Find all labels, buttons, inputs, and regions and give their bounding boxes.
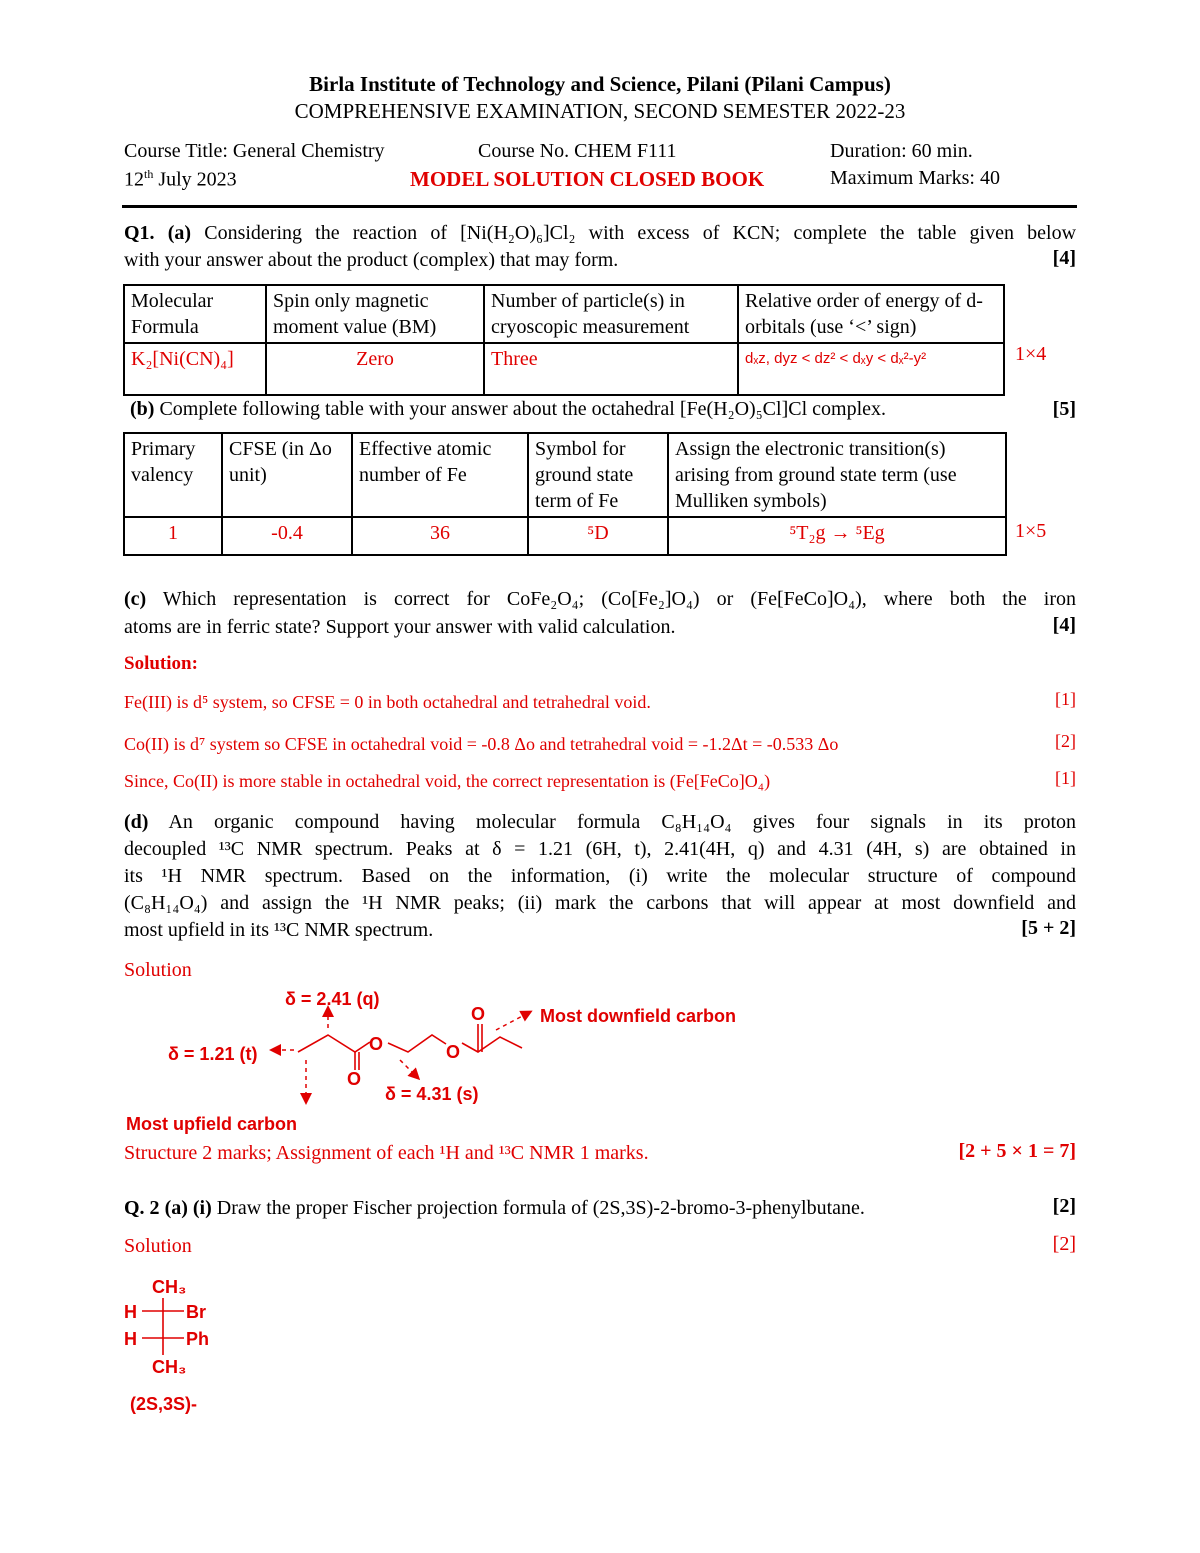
exam-date: 12th July 2023 [124, 167, 237, 191]
q1a-answer-orbitals: dₓz, dyz < dz² < dₓy < dₓ²-y² [738, 343, 1004, 395]
q1c-solution-2-marks: [2] [1055, 731, 1076, 751]
q1d-line1: (d) An organic compound having molecular formula C₈H₁₄O₄ gives four signals in its proton [124, 811, 1076, 833]
q1d-line2: decoupled ¹³C NMR spectrum. Peaks at δ = 1.21 (6H, t), 2.41(4H, q) and 4.31 (4H, s) are obtained in [124, 838, 1076, 860]
q1a-line1: Q1. (a) Considering the reaction of [Ni(H₂O)₆]Cl₂ with excess of KCN; complete the table given below [124, 222, 1077, 244]
fischer-bottom-methyl: CH₃ [152, 1357, 187, 1377]
q1b-answer-valency: 1 [124, 517, 222, 555]
q2a-solution-label: Solution [124, 1235, 192, 1257]
q1b-marks: [5] [1052, 398, 1076, 420]
fischer-projection [100, 1265, 300, 1425]
q1a-side-marks: 1×4 [1015, 343, 1047, 365]
q1a-answer-formula: K₂[Ni(CN)₄] [124, 343, 266, 395]
q1c-solution-1: Fe(III) is d⁵ system, so CFSE = 0 in both octahedral and tetrahedral void. [124, 692, 651, 712]
peak-label-s: δ = 4.31 (s) [385, 1084, 479, 1104]
q1b-header-term: Symbol for ground state term of Fe [528, 433, 668, 517]
q1a-line2: with your answer about the product (complex) that may form. [124, 249, 619, 271]
q1a-header-formula: Molecular Formula [124, 285, 266, 343]
exam-title: COMPREHENSIVE EXAMINATION, SECOND SEMESTER 2022-23 [294, 99, 906, 123]
q1d-scheme-marks: [2 + 5 × 1 = 7] [958, 1140, 1076, 1162]
ester-oxygen-1: O [369, 1034, 384, 1054]
fischer-bromo: Br [186, 1302, 207, 1322]
q1b-header-transition: Assign the electronic transition(s) arising from ground state term (use Mulliken symbols) [668, 433, 1006, 517]
upfield-label: Most upfield carbon [126, 1114, 297, 1134]
course-title: Course Title: General Chemistry [124, 140, 385, 162]
q2a-solution-marks: [2] [1052, 1233, 1076, 1255]
duration: Duration: 60 min. [830, 140, 973, 162]
q1d-marks: [5 + 2] [1021, 917, 1076, 939]
q1b-header-cfse: CFSE (in Δo unit) [222, 433, 352, 517]
fischer-configuration: (2S,3S)- [130, 1394, 198, 1414]
header-divider [122, 205, 1077, 208]
ester-structure-diagram [0, 980, 800, 1140]
fischer-h-1: H [124, 1302, 137, 1322]
q1b-header-ean: Effective atomic number of Fe [352, 433, 528, 517]
q1c-line2: atoms are in ferric state? Support your answer with valid calculation. [124, 616, 676, 638]
q1b-table [123, 432, 1007, 556]
q1a-marks: [4] [1052, 247, 1076, 269]
q1a-answer-particles: Three [484, 343, 738, 395]
skeletal-bonds [298, 1024, 522, 1070]
q1c-solution-3: Since, Co(II) is more stable in octahedral void, the correct representation is (Fe[FeCo]O₄) [124, 771, 771, 791]
q1c-solution-label: Solution: [124, 653, 198, 674]
institute-title: Birla Institute of Technology and Science, Pilani (Pilani Campus) [309, 72, 891, 96]
q1a-table [123, 284, 1005, 396]
q1c-line1: (c) Which representation is correct for CoFe₂O₄; (Co[Fe₂]O₄) or (Fe[FeCo]O₄), where both the iron [124, 588, 1076, 610]
q2a-question: Q. 2 (a) (i) Draw the proper Fischer projection formula of (2S,3S)-2-bromo-3-phenylbutane. [124, 1197, 865, 1219]
q1b-answer-cfse: -0.4 [222, 517, 352, 555]
fischer-phenyl: Ph [186, 1329, 210, 1349]
q1b-answer-term: ⁵D [528, 517, 668, 555]
q1c-solution-2: Co(II) is d⁷ system so CFSE in octahedral void = -0.8 Δo and tetrahedral void = -1.2Δt = -0.533 Δo [124, 734, 839, 754]
q1c-marks: [4] [1052, 614, 1076, 636]
q2a-marks: [2] [1052, 1195, 1076, 1217]
q1b-answer-ean: 36 [352, 517, 528, 555]
maximum-marks: Maximum Marks: 40 [830, 167, 1000, 189]
peak-label-t: δ = 1.21 (t) [168, 1044, 258, 1064]
q1d-scheme: Structure 2 marks; Assignment of each ¹H and ¹³C NMR 1 marks. [124, 1142, 649, 1164]
q1a-answer-moment: Zero [266, 343, 484, 395]
q1d-line5: most upfield in its ¹³C NMR spectrum. [124, 919, 434, 941]
downfield-label: Most downfield carbon [540, 1006, 736, 1026]
ester-oxygen-2: O [446, 1042, 461, 1062]
peak-label-q: δ = 2.41 (q) [285, 989, 380, 1009]
q1b-header-valency: Primary valency [124, 433, 222, 517]
model-solution-title: MODEL SOLUTION CLOSED BOOK [410, 167, 765, 191]
q1a-header-particles: Number of particle(s) in cryoscopic measurement [484, 285, 738, 343]
carbonyl-oxygen-2: O [471, 1004, 486, 1024]
q1c-solution-3-marks: [1] [1055, 768, 1076, 788]
q1b-question: (b) Complete following table with your answer about the octahedral [Fe(H₂O)₅Cl]Cl complex. [130, 398, 886, 420]
fischer-top-methyl: CH₃ [152, 1277, 187, 1297]
q1a-header-moment: Spin only magnetic moment value (BM) [266, 285, 484, 343]
q1c-solution-1-marks: [1] [1055, 689, 1076, 709]
fischer-h-2: H [124, 1329, 137, 1349]
q1d-line4: (C₈H₁₄O₄) and assign the ¹H NMR peaks; (ii) mark the carbons that will appear at most downfield and [124, 892, 1076, 914]
course-number: Course No. CHEM F111 [478, 140, 677, 162]
fischer-bonds [142, 1298, 184, 1355]
q1d-solution-label: Solution [124, 959, 192, 981]
q1b-side-marks: 1×5 [1015, 520, 1047, 542]
q1b-answer-transition: ⁵T₂g → ⁵Eg [668, 517, 1006, 555]
q1d-line3: its ¹H NMR spectrum. Based on the information, (i) write the molecular structure of compound [124, 865, 1076, 887]
carbonyl-oxygen-1: O [347, 1069, 362, 1089]
q1a-header-orbitals: Relative order of energy of d-orbitals (use ‘<’ sign) [738, 285, 1004, 343]
